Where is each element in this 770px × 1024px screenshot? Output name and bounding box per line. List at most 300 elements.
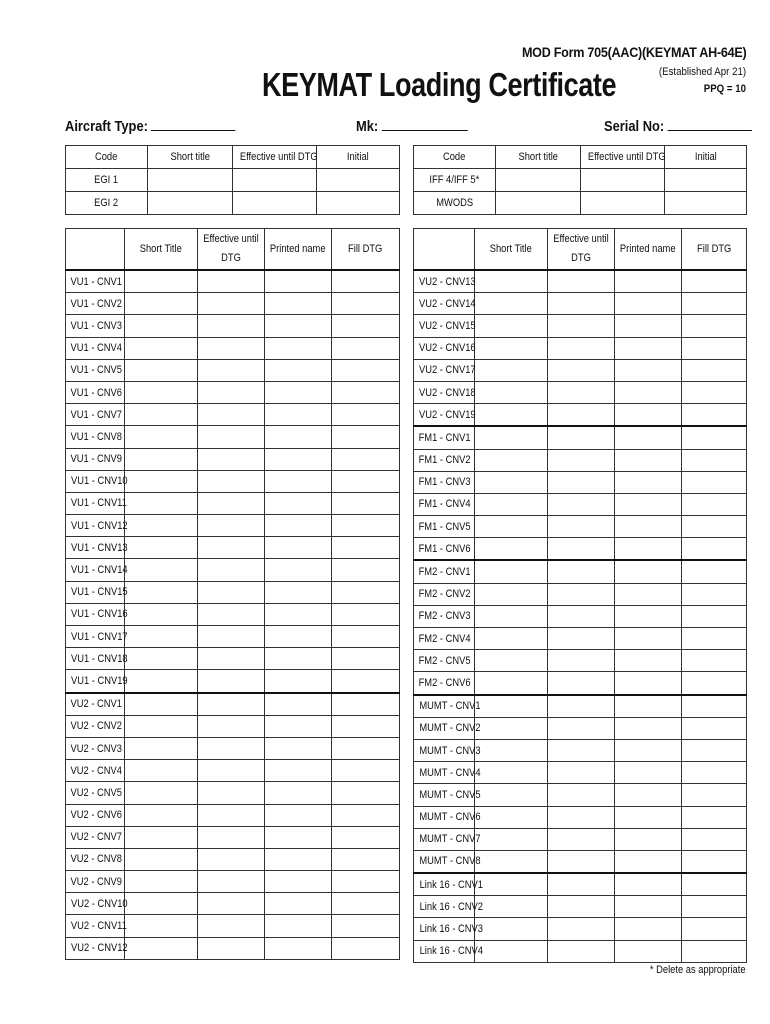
entry-cell[interactable]: [475, 426, 548, 449]
entry-cell[interactable]: [332, 426, 400, 448]
entry-cell[interactable]: [148, 192, 233, 215]
entry-cell[interactable]: [198, 293, 265, 315]
entry-cell[interactable]: [317, 169, 400, 192]
entry-cell[interactable]: [198, 337, 265, 359]
code-cell-text: VU2 - CNV12: [70, 942, 128, 955]
entry-cell[interactable]: [682, 404, 747, 427]
entry-cell[interactable]: [475, 628, 548, 650]
entry-cell[interactable]: [475, 784, 548, 806]
entry-cell[interactable]: [265, 359, 332, 381]
entry-cell[interactable]: [198, 848, 265, 870]
entry-cell[interactable]: [615, 806, 682, 828]
entry-cell[interactable]: [265, 559, 332, 581]
entry-cell[interactable]: [548, 471, 615, 493]
entry-cell[interactable]: [265, 826, 332, 848]
entry-cell[interactable]: [198, 782, 265, 804]
entry-cell[interactable]: [198, 537, 265, 559]
entry-cell[interactable]: [665, 169, 747, 192]
table-row: [414, 449, 747, 471]
entry-cell[interactable]: [682, 695, 747, 718]
entry-cell[interactable]: [265, 782, 332, 804]
entry-cell[interactable]: [125, 470, 198, 492]
entry-cell[interactable]: [332, 826, 400, 848]
entry-cell[interactable]: [581, 169, 665, 192]
entry-cell[interactable]: [682, 493, 747, 515]
entry-cell[interactable]: [615, 315, 682, 337]
entry-cell[interactable]: [265, 693, 332, 716]
entry-cell[interactable]: [125, 492, 198, 514]
entry-cell[interactable]: [125, 603, 198, 625]
entry-cell[interactable]: [265, 492, 332, 514]
entry-cell[interactable]: [615, 918, 682, 940]
entry-cell[interactable]: [615, 850, 682, 873]
entry-cell[interactable]: [682, 717, 747, 739]
entry-cell[interactable]: [332, 581, 400, 603]
entry-cell[interactable]: [125, 426, 198, 448]
entry-cell[interactable]: [332, 515, 400, 537]
entry-cell[interactable]: [682, 381, 747, 403]
code-cell-text: VU1 - CNV13: [70, 541, 128, 554]
entry-cell[interactable]: [548, 404, 615, 427]
entry-cell[interactable]: [475, 695, 548, 718]
entry-cell[interactable]: [548, 940, 615, 962]
entry-cell[interactable]: [265, 804, 332, 826]
entry-cell[interactable]: [615, 940, 682, 962]
entry-cell[interactable]: [682, 850, 747, 873]
code-cell-text: FM2 - CNV3: [418, 610, 471, 623]
entry-cell[interactable]: [198, 737, 265, 759]
entry-cell[interactable]: [198, 893, 265, 915]
entry-cell[interactable]: [682, 293, 747, 315]
entry-cell[interactable]: [548, 717, 615, 739]
entry-cell[interactable]: [615, 426, 682, 449]
entry-cell[interactable]: [265, 293, 332, 315]
entry-cell[interactable]: [475, 359, 548, 381]
entry-cell[interactable]: [548, 583, 615, 605]
entry-cell[interactable]: [475, 404, 548, 427]
entry-cell[interactable]: [682, 516, 747, 538]
entry-cell[interactable]: [615, 293, 682, 315]
entry-cell[interactable]: [682, 806, 747, 828]
entry-cell[interactable]: [332, 893, 400, 915]
code-cell: [66, 559, 128, 581]
entry-cell[interactable]: [475, 762, 548, 784]
entry-cell[interactable]: [332, 404, 400, 426]
entry-cell[interactable]: [332, 270, 400, 293]
entry-cell[interactable]: [125, 404, 198, 426]
entry-cell[interactable]: [265, 270, 332, 293]
entry-cell[interactable]: [682, 762, 747, 784]
entry-cell[interactable]: [265, 381, 332, 403]
entry-cell[interactable]: [615, 784, 682, 806]
entry-cell[interactable]: [265, 581, 332, 603]
entry-cell[interactable]: [125, 559, 198, 581]
blank-header: [414, 229, 475, 271]
entry-cell[interactable]: [475, 560, 548, 583]
entry-cell[interactable]: [332, 782, 400, 804]
code-cell-text: FM1 - CNV6: [418, 542, 471, 555]
code-cell-text: VU2 - CNV3: [70, 742, 122, 755]
entry-cell[interactable]: [475, 850, 548, 873]
entry-cell[interactable]: [125, 804, 198, 826]
entry-cell[interactable]: [615, 560, 682, 583]
entry-cell[interactable]: [198, 648, 265, 670]
entry-cell[interactable]: [475, 806, 548, 828]
entry-cell[interactable]: [615, 672, 682, 695]
entry-cell[interactable]: [198, 626, 265, 648]
entry-cell[interactable]: [198, 581, 265, 603]
entry-cell[interactable]: [548, 650, 615, 672]
entry-cell[interactable]: [125, 270, 198, 293]
entry-cell[interactable]: [615, 583, 682, 605]
entry-cell[interactable]: [198, 915, 265, 937]
code-cell-text: VU1 - CNV17: [70, 630, 128, 643]
table-row: [66, 492, 400, 514]
entry-cell[interactable]: [198, 937, 265, 959]
entry-cell[interactable]: [332, 559, 400, 581]
entry-cell[interactable]: [548, 359, 615, 381]
code-cell: [66, 192, 148, 215]
entry-cell[interactable]: [332, 315, 400, 337]
entry-cell[interactable]: [233, 192, 317, 215]
entry-cell[interactable]: [332, 448, 400, 470]
entry-cell[interactable]: [475, 717, 548, 739]
entry-cell[interactable]: [615, 762, 682, 784]
entry-cell[interactable]: [198, 670, 265, 693]
entry-cell[interactable]: [198, 515, 265, 537]
entry-cell[interactable]: [548, 426, 615, 449]
entry-cell[interactable]: [475, 918, 548, 940]
entry-cell[interactable]: [125, 737, 198, 759]
serial-no-line[interactable]: [668, 116, 752, 131]
entry-cell[interactable]: [548, 337, 615, 359]
entry-cell[interactable]: [682, 940, 747, 962]
entry-cell[interactable]: [548, 449, 615, 471]
entry-cell[interactable]: [125, 626, 198, 648]
mk-line[interactable]: [382, 116, 468, 131]
entry-cell[interactable]: [615, 337, 682, 359]
entry-cell[interactable]: [125, 315, 198, 337]
entry-cell[interactable]: [682, 560, 747, 583]
entry-cell[interactable]: [332, 804, 400, 826]
entry-cell[interactable]: [265, 470, 332, 492]
entry-cell[interactable]: [615, 650, 682, 672]
entry-cell[interactable]: [496, 192, 581, 215]
entry-cell[interactable]: [615, 381, 682, 403]
entry-cell[interactable]: [198, 470, 265, 492]
keymat-grid-left: [65, 228, 400, 960]
code-cell-text: VU2 - CNV16: [418, 342, 476, 355]
entry-cell[interactable]: [125, 448, 198, 470]
entry-cell[interactable]: [125, 381, 198, 403]
table-row: [414, 762, 747, 784]
entry-cell[interactable]: [332, 492, 400, 514]
entry-cell[interactable]: [198, 760, 265, 782]
entry-cell[interactable]: [615, 695, 682, 718]
entry-cell[interactable]: [332, 648, 400, 670]
entry-cell[interactable]: [548, 293, 615, 315]
aircraft-type-label: Aircraft Type:: [65, 118, 148, 135]
entry-cell[interactable]: [265, 426, 332, 448]
entry-cell[interactable]: [265, 937, 332, 959]
entry-cell[interactable]: [682, 628, 747, 650]
entry-cell[interactable]: [615, 828, 682, 850]
entry-cell[interactable]: [682, 337, 747, 359]
mk-field[interactable]: [356, 116, 468, 135]
entry-cell[interactable]: [548, 560, 615, 583]
entry-cell[interactable]: [332, 293, 400, 315]
entry-cell[interactable]: [332, 470, 400, 492]
entry-cell[interactable]: [198, 871, 265, 893]
entry-cell[interactable]: [475, 739, 548, 761]
code-cell: [414, 270, 475, 293]
entry-cell[interactable]: [548, 828, 615, 850]
entry-cell[interactable]: [475, 293, 548, 315]
entry-cell[interactable]: [265, 515, 332, 537]
entry-cell[interactable]: [265, 404, 332, 426]
entry-cell[interactable]: [548, 516, 615, 538]
entry-cell[interactable]: [475, 873, 548, 896]
entry-cell[interactable]: [125, 359, 198, 381]
code-cell: [66, 315, 125, 337]
entry-cell[interactable]: [475, 315, 548, 337]
entry-cell[interactable]: [265, 648, 332, 670]
entry-cell[interactable]: [682, 650, 747, 672]
entry-cell[interactable]: [475, 538, 548, 561]
entry-cell[interactable]: [125, 515, 198, 537]
entry-cell[interactable]: [125, 581, 198, 603]
entry-cell[interactable]: [496, 169, 581, 192]
entry-cell[interactable]: [682, 672, 747, 695]
entry-cell[interactable]: [332, 915, 400, 937]
entry-cell[interactable]: [125, 937, 198, 959]
table-row: [66, 381, 400, 403]
entry-cell[interactable]: [665, 192, 747, 215]
entry-cell[interactable]: [682, 471, 747, 493]
entry-cell[interactable]: [615, 516, 682, 538]
entry-cell[interactable]: [332, 737, 400, 759]
entry-cell[interactable]: [125, 760, 198, 782]
entry-cell[interactable]: [198, 359, 265, 381]
entry-cell[interactable]: [332, 626, 400, 648]
entry-cell[interactable]: [198, 715, 265, 737]
entry-cell[interactable]: [265, 715, 332, 737]
entry-cell[interactable]: [475, 650, 548, 672]
entry-cell[interactable]: [332, 693, 400, 716]
effective-until-header: [548, 229, 615, 271]
entry-cell[interactable]: [198, 492, 265, 514]
entry-cell[interactable]: [682, 873, 747, 896]
entry-cell[interactable]: [198, 559, 265, 581]
code-cell-text: VU1 - CNV16: [70, 608, 128, 621]
entry-cell[interactable]: [332, 359, 400, 381]
code-cell: [414, 426, 475, 449]
entry-cell[interactable]: [265, 448, 332, 470]
entry-cell[interactable]: [332, 937, 400, 959]
entry-cell[interactable]: [125, 670, 198, 693]
footnote: * Delete as appropriate: [650, 964, 746, 976]
entry-cell[interactable]: [475, 940, 548, 962]
entry-cell[interactable]: [615, 739, 682, 761]
entry-cell[interactable]: [332, 381, 400, 403]
entry-cell[interactable]: [265, 603, 332, 625]
entry-cell[interactable]: [265, 537, 332, 559]
entry-cell[interactable]: [198, 826, 265, 848]
entry-cell[interactable]: [265, 915, 332, 937]
entry-cell[interactable]: [332, 337, 400, 359]
entry-cell[interactable]: [548, 762, 615, 784]
entry-cell[interactable]: [682, 426, 747, 449]
entry-cell[interactable]: [615, 896, 682, 918]
entry-cell[interactable]: [265, 315, 332, 337]
entry-cell[interactable]: [548, 672, 615, 695]
entry-cell[interactable]: [548, 850, 615, 873]
entry-cell[interactable]: [125, 848, 198, 870]
entry-cell[interactable]: [615, 717, 682, 739]
entry-cell[interactable]: [548, 873, 615, 896]
entry-cell[interactable]: [548, 270, 615, 293]
entry-cell[interactable]: [682, 828, 747, 850]
entry-cell[interactable]: [615, 471, 682, 493]
entry-cell[interactable]: [682, 784, 747, 806]
entry-cell[interactable]: [682, 583, 747, 605]
entry-cell[interactable]: [682, 449, 747, 471]
table-row: [66, 603, 400, 625]
entry-cell[interactable]: [125, 293, 198, 315]
entry-cell[interactable]: [475, 828, 548, 850]
entry-cell[interactable]: [682, 896, 747, 918]
entry-cell[interactable]: [125, 782, 198, 804]
entry-cell[interactable]: [125, 871, 198, 893]
keymat-grid-right: [413, 228, 747, 963]
entry-cell[interactable]: [125, 648, 198, 670]
entry-cell[interactable]: [615, 404, 682, 427]
entry-cell[interactable]: [125, 337, 198, 359]
entry-cell[interactable]: [615, 493, 682, 515]
entry-cell[interactable]: [265, 737, 332, 759]
entry-cell[interactable]: [548, 918, 615, 940]
entry-cell[interactable]: [332, 670, 400, 693]
entry-cell[interactable]: [332, 760, 400, 782]
entry-cell[interactable]: [198, 426, 265, 448]
entry-cell[interactable]: [125, 715, 198, 737]
entry-cell[interactable]: [548, 695, 615, 718]
entry-cell[interactable]: [265, 760, 332, 782]
table-row: [66, 782, 400, 804]
entry-cell[interactable]: [148, 169, 233, 192]
table-row: [66, 537, 400, 559]
entry-cell[interactable]: [265, 871, 332, 893]
entry-cell[interactable]: [548, 896, 615, 918]
entry-cell[interactable]: [475, 471, 548, 493]
entry-cell[interactable]: [332, 603, 400, 625]
entry-cell[interactable]: [615, 605, 682, 627]
entry-cell[interactable]: [682, 605, 747, 627]
entry-cell[interactable]: [615, 359, 682, 381]
entry-cell[interactable]: [198, 315, 265, 337]
entry-cell[interactable]: [548, 605, 615, 627]
entry-cell[interactable]: [475, 449, 548, 471]
entry-cell[interactable]: [125, 693, 198, 716]
entry-cell[interactable]: [198, 603, 265, 625]
column-header-text: Effective until DTG: [587, 151, 666, 163]
entry-cell[interactable]: [332, 537, 400, 559]
entry-cell[interactable]: [475, 583, 548, 605]
entry-cell[interactable]: [198, 404, 265, 426]
entry-cell[interactable]: [475, 493, 548, 515]
entry-cell[interactable]: [475, 381, 548, 403]
entry-cell[interactable]: [615, 538, 682, 561]
entry-cell[interactable]: [548, 806, 615, 828]
entry-cell[interactable]: [198, 448, 265, 470]
entry-cell[interactable]: [475, 896, 548, 918]
entry-cell[interactable]: [682, 739, 747, 761]
entry-cell[interactable]: [265, 848, 332, 870]
aircraft-type-line[interactable]: [151, 116, 235, 131]
code-cell: [414, 940, 483, 962]
entry-cell[interactable]: [475, 672, 548, 695]
entry-cell[interactable]: [615, 628, 682, 650]
aircraft-type-field[interactable]: [65, 116, 236, 135]
entry-cell[interactable]: [615, 449, 682, 471]
entry-cell[interactable]: [265, 337, 332, 359]
entry-cell[interactable]: [475, 516, 548, 538]
entry-cell[interactable]: [125, 893, 198, 915]
entry-cell[interactable]: [548, 315, 615, 337]
entry-cell[interactable]: [615, 873, 682, 896]
entry-cell[interactable]: [682, 315, 747, 337]
entry-cell[interactable]: [265, 670, 332, 693]
table-row: [414, 828, 747, 850]
entry-cell[interactable]: [548, 493, 615, 515]
entry-cell[interactable]: [682, 538, 747, 561]
entry-cell[interactable]: [198, 693, 265, 716]
code-cell-text: VU2 - CNV13: [418, 275, 476, 288]
entry-cell[interactable]: [317, 192, 400, 215]
serial-no-field[interactable]: [604, 116, 752, 135]
entry-cell[interactable]: [581, 192, 665, 215]
entry-cell[interactable]: [198, 804, 265, 826]
entry-cell[interactable]: [615, 270, 682, 293]
entry-cell[interactable]: [682, 359, 747, 381]
column-header-text: Effective until DTG: [239, 151, 318, 163]
entry-cell[interactable]: [125, 826, 198, 848]
entry-cell[interactable]: [198, 270, 265, 293]
entry-cell[interactable]: [548, 381, 615, 403]
entry-cell[interactable]: [265, 626, 332, 648]
entry-cell[interactable]: [198, 381, 265, 403]
entry-cell[interactable]: [475, 270, 548, 293]
entry-cell[interactable]: [475, 337, 548, 359]
code-cell-text: FM2 - CNV5: [418, 654, 471, 667]
entry-cell[interactable]: [682, 918, 747, 940]
entry-cell[interactable]: [332, 848, 400, 870]
entry-cell[interactable]: [548, 739, 615, 761]
entry-cell[interactable]: [548, 784, 615, 806]
entry-cell[interactable]: [548, 628, 615, 650]
entry-cell[interactable]: [332, 871, 400, 893]
entry-cell[interactable]: [265, 893, 332, 915]
table-row: [66, 693, 400, 716]
entry-cell[interactable]: [125, 537, 198, 559]
code-cell: [66, 426, 125, 448]
entry-cell[interactable]: [233, 169, 317, 192]
entry-cell[interactable]: [475, 605, 548, 627]
entry-cell[interactable]: [125, 915, 198, 937]
entry-cell[interactable]: [548, 538, 615, 561]
entry-cell[interactable]: [332, 715, 400, 737]
entry-cell[interactable]: [682, 270, 747, 293]
